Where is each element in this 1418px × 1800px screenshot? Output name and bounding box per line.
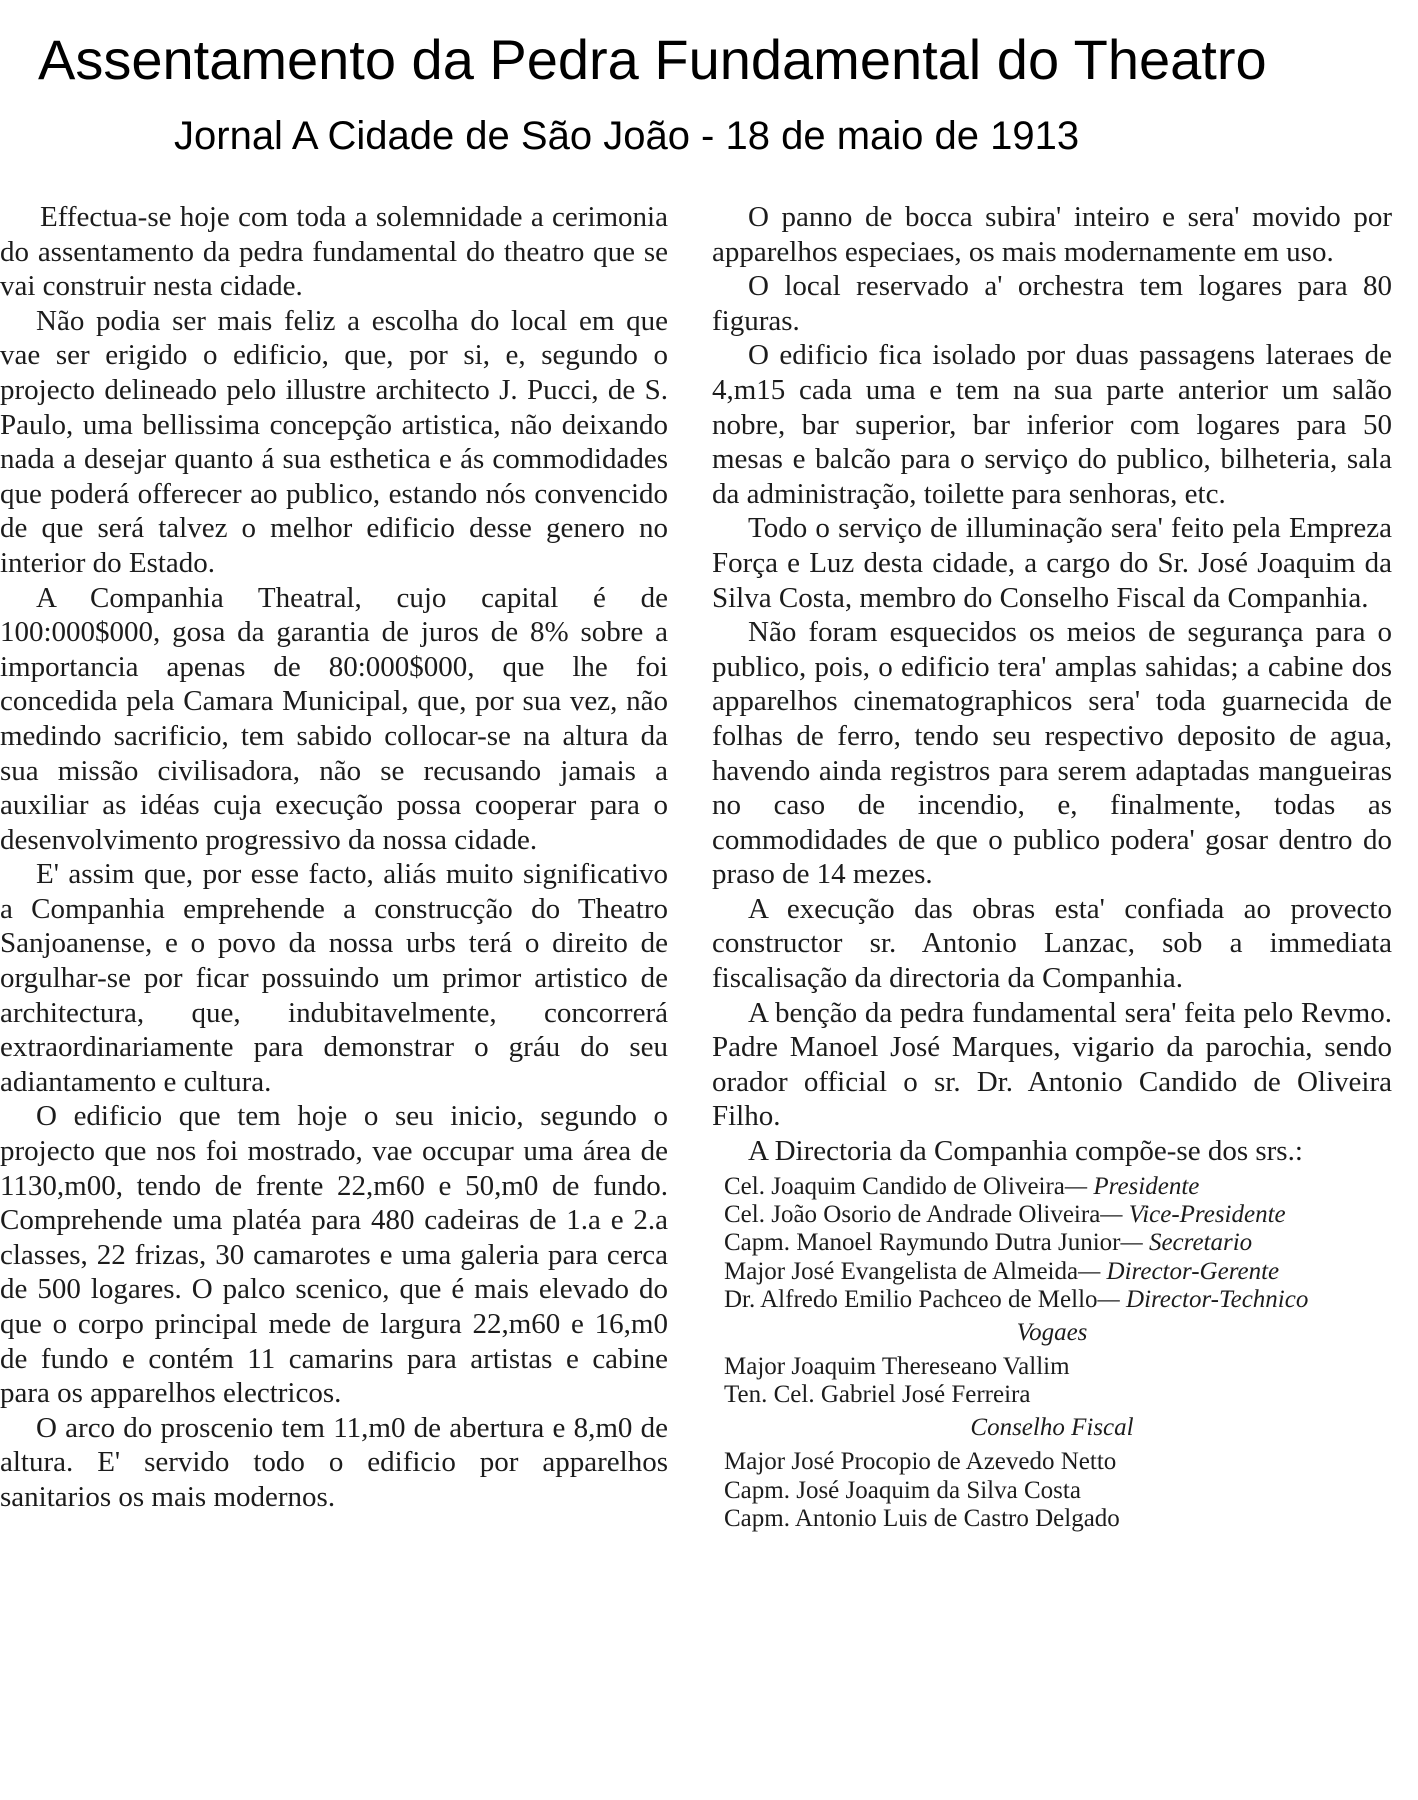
vogal-entry: Ten. Cel. Gabriel José Ferreira [724,1381,1031,1409]
director-role: — Director-Technico [1097,1286,1309,1314]
article-paragraph: A execução das obras esta' confiada ao provecto constructor sr. Antonio Lanzac, sob a immediata fiscalisação da directoria da Companhia. [712,892,1392,995]
article-paragraph: Não podia ser mais feliz a escolha do local em que vae ser erigido o edificio, que, por si, e, segundo o projecto delineado pelo illustre architecto J. Pucci, de S. Paulo, uma bellissima concepção artistica, não deixando nada a desejar quanto á sua esthetica e ás commodidades que poderá offerecer ao publico, estando nós convencido de que será talvez o melhor edificio desse genero no interior do Estado. [0,304,668,579]
article-paragraph: E' assim que, por esse facto, aliás muito significativo a Companhia emprehende a construcção do Theatro Sanjoanense, e o povo da nossa urbs terá o direito de orgulhar-se por ficar possuindo um primor artistico de architectura, que, indubitavelmente, concorrerá extraordinariamente para demonstrar o gráu do seu adiantamento e cultura. [0,858,668,1098]
article-paragraph: O local reservado a' orchestra tem logares para 80 figuras. [712,270,1392,337]
director-name: Dr. Alfredo Emilio Pachceo de Mello [724,1286,1098,1314]
article-paragraph: O arco do proscenio tem 11,m0 de abertura e 8,m0 de altura. E' servido todo o edificio por apparelhos sanitarios os mais modernos. [0,1411,668,1513]
article-paragraph: Todo o serviço de illuminação sera' feito pela Empreza Força e Luz desta cidade, a cargo do Sr. José Joaquim da Silva Costa, membro do Conselho Fiscal da Companhia. [712,512,1392,614]
director-role: — Secretario [1120,1229,1253,1257]
left-column [0,200,668,1515]
director-name: Major José Evangelista de Almeida [724,1257,1079,1285]
director-name: Cel. Joaquim Candido de Oliveira [724,1172,1065,1200]
director-entry [712,1286,1392,1314]
right-column [712,200,1392,1534]
article-paragraph: O edificio que tem hoje o seu inicio, segundo o projecto que nos foi mostrado, vae occupar uma área de 1130,m00, tendo de frente 22,m60 e 50,m0 de fundo. Comprehende uma platéa para 480 cadeiras de 1.a e 2.a classes, 22 frizas, 30 camarotes e uma galeria para cerca de 500 logares. O palco scenico, que é mais elevado do que o corpo principal mede de largura 22,m60 e 16,m0 de fundo e contém 11 camarins para artistas e cabine para os apparelhos electricos. [0,1100,668,1410]
director-role: — Presidente [1064,1172,1200,1200]
directors-list [712,1173,1392,1534]
director-role: — Director-Gerente [1078,1257,1280,1285]
page-title: Assentamento da Pedra Fundamental do Theatro [38,28,1267,91]
conselho-entry: Capm. José Joaquim da Silva Costa [724,1476,1081,1504]
conselho-entry: Major José Procopio de Azevedo Netto [724,1448,1117,1476]
director-entry [712,1173,1392,1201]
article-paragraph: A Directoria da Companhia compõe-se dos srs.: [748,1135,1303,1168]
vogaes-heading: Vogaes [1016,1318,1088,1346]
article-paragraph: Não foram esquecidos os meios de segurança para o publico, pois, o edificio tera' amplas sahidas; a cabine dos apparelhos cinematographicos sera' toda guarnecida de folhas de ferro, tendo seu respectivo deposito de agua, havendo ainda registros para serem adaptadas mangueiras no caso de incendio, e, finalmente, todas as commodidades de que o publico podera' gosar dentro do praso de 14 mezes. [712,616,1392,891]
article-paragraph: O panno de bocca subira' inteiro e sera' movido por apparelhos especiaes, os mais modernamente em uso. [712,201,1392,268]
director-role: — Vice-Presidente [1100,1201,1286,1229]
conselho-fiscal-heading: Conselho Fiscal [970,1413,1134,1441]
vogal-entry: Major Joaquim Thereseano Vallim [724,1353,1070,1381]
article-paragraph: Effectua-se hoje com toda a solemnidade a cerimonia do assentamento da pedra fundamental do theatro que se vai construir nesta cidade. [0,201,668,303]
director-entry [712,1201,1392,1229]
director-name: Cel. João Osorio de Andrade Oliveira [724,1201,1101,1229]
director-entry [712,1258,1392,1286]
article-paragraph: A benção da pedra fundamental sera' feita pelo Revmo. Padre Manoel José Marques, vigario da parochia, sendo orador official o sr. Dr. Antonio Candido de Oliveira Filho. [712,996,1392,1133]
director-name: Capm. Manoel Raymundo Dutra Junior [724,1229,1121,1257]
director-entry [712,1229,1392,1257]
article-paragraph: O edificio fica isolado por duas passagens lateraes de 4,m15 cada uma e tem na sua parte anterior um salão nobre, bar superior, bar inferior com logares para 50 mesas e balcão para o serviço do publico, bilheteria, sala da administração, toilette para senhoras, etc. [712,339,1392,510]
conselho-entry: Capm. Antonio Luis de Castro Delgado [724,1505,1120,1533]
article-paragraph: A Companhia Theatral, cujo capital é de 100:000$000, gosa da garantia de juros de 8% sobre a importancia apenas de 80:000$000, que lhe foi concedida pela Camara Municipal, que, por sua vez, não medindo sacrificio, tem sabido collocar-se na altura da sua missão civilisadora, não se recusando jamais a auxiliar as idéas cuja execução possa cooperar para o desenvolvimento progressivo da nossa cidade. [0,581,668,856]
page-subtitle: Jornal A Cidade de São João - 18 de maio de 1913 [174,114,1080,158]
